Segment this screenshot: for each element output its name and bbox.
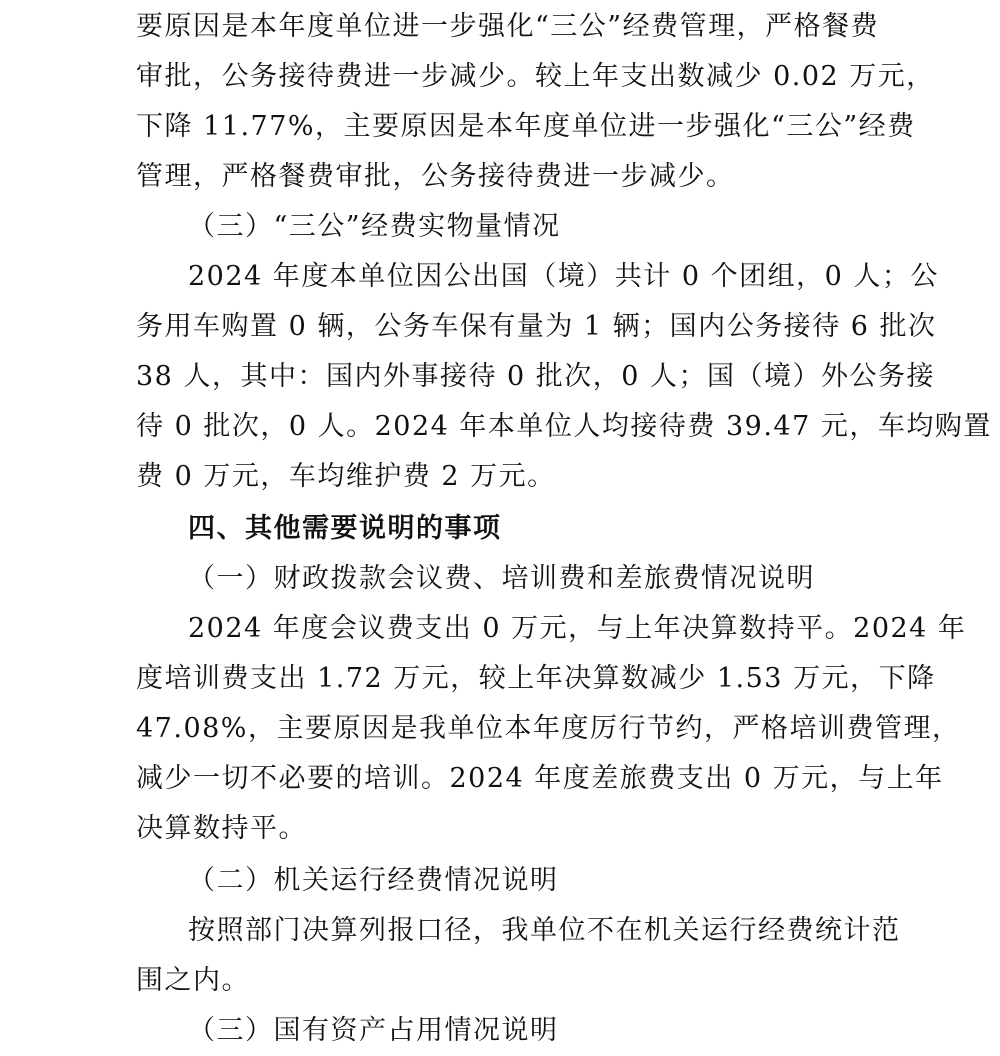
paragraph-line: 2024 年度会议费支出 0 万元，与上年决算数持平。2024 年 <box>188 613 967 644</box>
paragraph-line: 按照部门决算列报口径，我单位不在机关运行经费统计范 <box>188 915 901 946</box>
paragraph-line: 要原因是本年度单位进一步强化“三公”经费管理，严格餐费 <box>136 11 880 42</box>
paragraph-line: 度培训费支出 1.72 万元，较上年决算数减少 1.53 万元，下降 <box>136 663 936 694</box>
chapter-heading: 四、其他需要说明的事项 <box>188 513 502 544</box>
paragraph-line: 2024 年度本单位因公出国（境）共计 0 个团组，0 人；公 <box>188 261 939 292</box>
paragraph-line: 47.08%，主要原因是我单位本年度厉行节约，严格培训费管理， <box>136 713 961 744</box>
section-heading: （三）“三公”经费实物量情况 <box>188 211 561 242</box>
section-heading: （三）国有资产占用情况说明 <box>188 1015 559 1046</box>
paragraph-line: 管理，严格餐费审批，公务接待费进一步减少。 <box>136 161 735 192</box>
section-heading: （一）财政拨款会议费、培训费和差旅费情况说明 <box>188 563 815 594</box>
paragraph-line: 围之内。 <box>136 965 250 996</box>
paragraph-line: 审批，公务接待费进一步减少。较上年支出数减少 0.02 万元， <box>136 61 935 92</box>
paragraph-line: 费 0 万元，车均维护费 2 万元。 <box>136 461 556 492</box>
paragraph-line: 38 人，其中：国内外事接待 0 批次，0 人；国（境）外公务接 <box>136 361 936 392</box>
paragraph-line: 务用车购置 0 辆，公务车保有量为 1 辆；国内公务接待 6 批次 <box>136 311 937 342</box>
paragraph-line: 待 0 批次，0 人。2024 年本单位人均接待费 39.47 元，车均购置 <box>136 411 992 442</box>
paragraph-line: 减少一切不必要的培训。2024 年度差旅费支出 0 万元，与上年 <box>136 763 944 794</box>
paragraph-line: 下降 11.77%，主要原因是本年度单位进一步强化“三公”经费 <box>136 111 916 142</box>
paragraph-line: 决算数持平。 <box>136 813 307 844</box>
section-heading: （二）机关运行经费情况说明 <box>188 865 559 896</box>
